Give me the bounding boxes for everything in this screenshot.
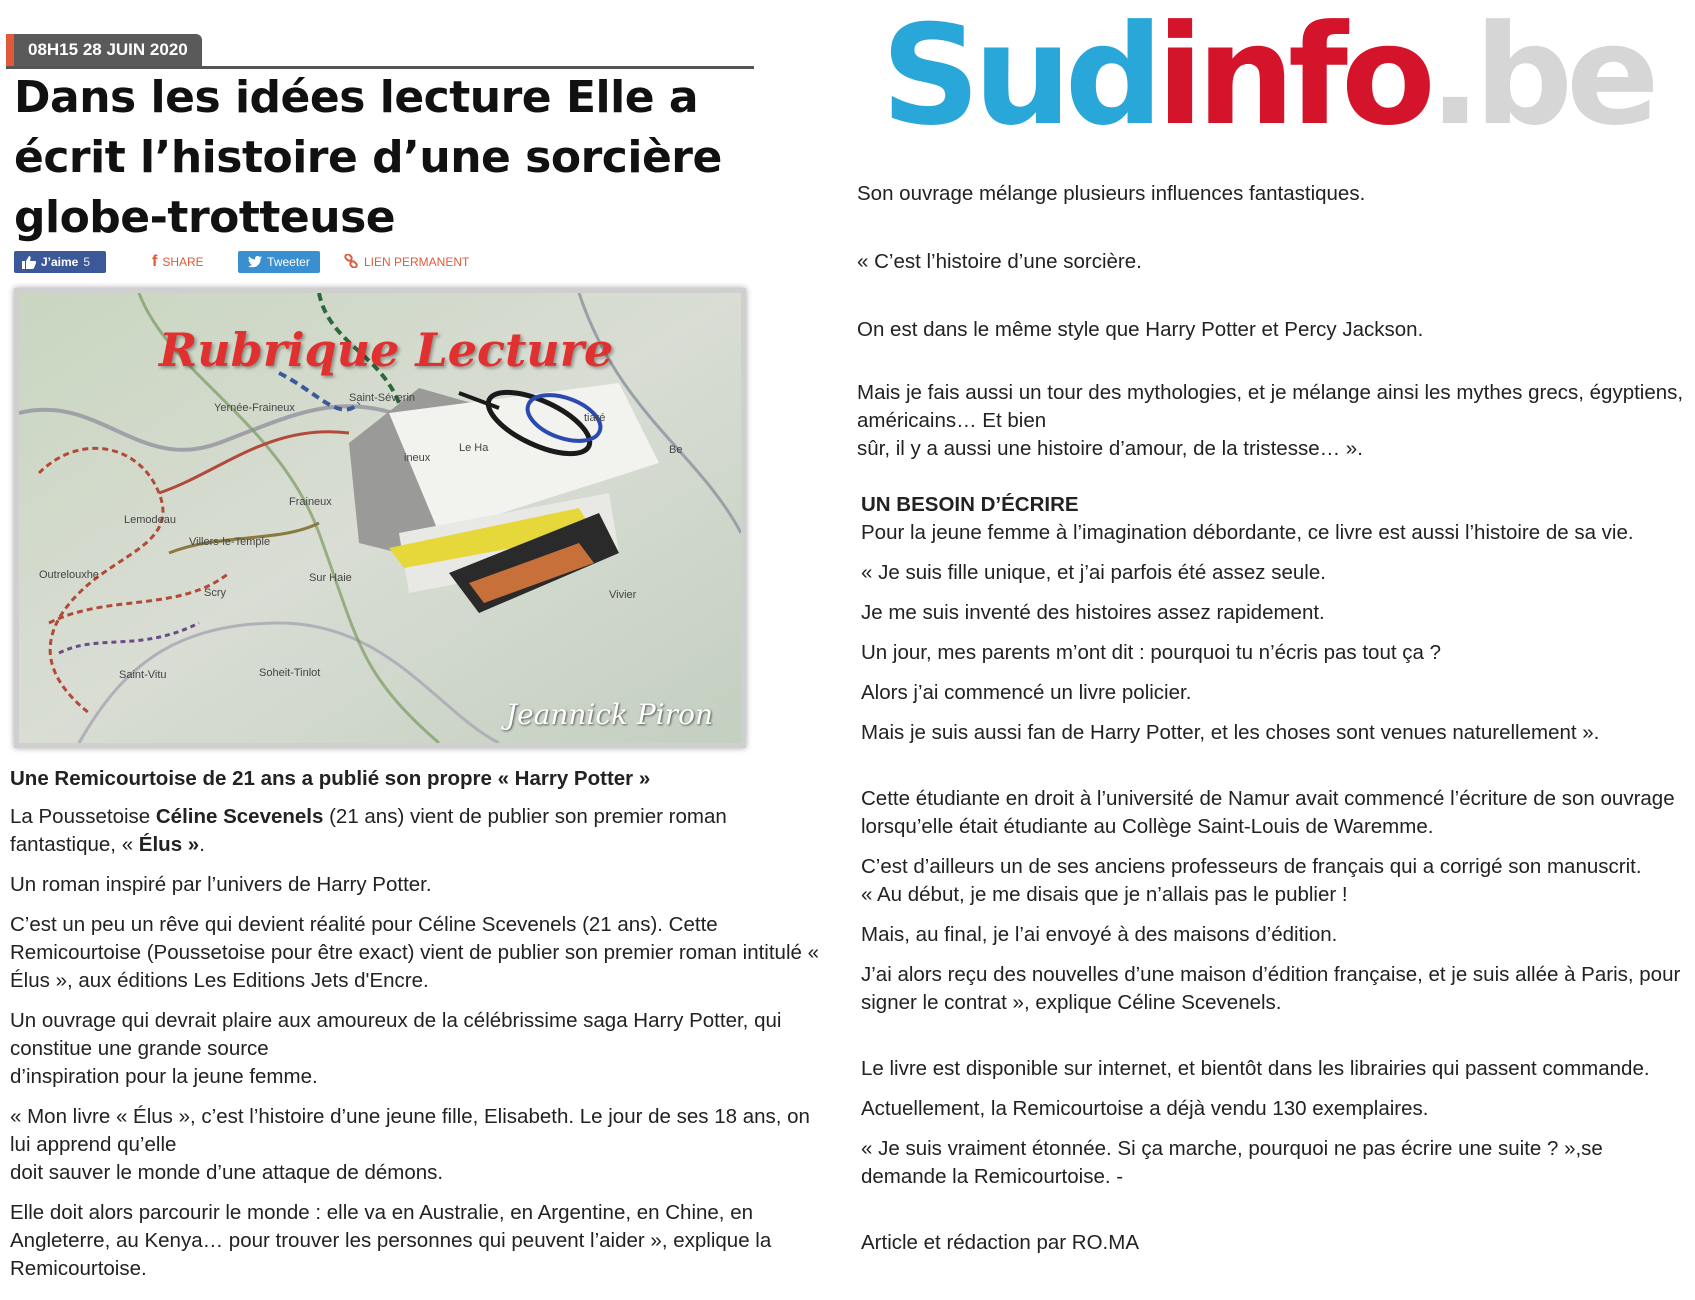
- article-credit: Article et rédaction par RO.MA: [861, 1231, 1139, 1254]
- photo-signature: Jeannick Piron: [505, 698, 713, 731]
- map-label: Villers-le-Temple: [189, 536, 271, 548]
- paragraph: J’ai alors reçu des nouvelles d’une maison d’édition française, et je suis allée à Paris, pour signer le contrat », explique Céline Scevenels.: [861, 963, 1681, 1014]
- map-label: Sur Haie: [309, 572, 352, 584]
- map-label: Vivier: [609, 589, 637, 601]
- book-title: Élus »: [138, 833, 200, 856]
- map-label: Le Ha: [459, 442, 489, 454]
- paragraph: « Je suis fille unique, et j’ai parfois été assez seule.: [861, 561, 1326, 584]
- text-span: (21 ans) vient de publier son premier roman fantastique, «: [10, 805, 727, 856]
- map-label: tiaré: [584, 412, 606, 424]
- text-line: « Au début, je me disais que je n’allais pas le publier !: [861, 883, 1348, 906]
- map-label: Scry: [204, 587, 226, 599]
- article-right-column: [845, 0, 1695, 1300]
- text-line: sûr, il y a aussi une histoire d’amour, de la tristesse… ».: [857, 437, 1363, 460]
- paragraph: Alors j’ai commencé un livre policier.: [861, 681, 1192, 704]
- permalink-button[interactable]: [344, 251, 469, 273]
- share-label: SHARE: [162, 255, 204, 269]
- paragraph: [861, 853, 1687, 909]
- text-line: C’est d’ailleurs un de ses anciens professeurs de français qui a corrigé son manuscrit.: [861, 855, 1642, 878]
- map-label: Lemodeau: [124, 514, 176, 526]
- map-label: Fraineux: [289, 496, 332, 508]
- article-body-left: [10, 765, 828, 1295]
- text-span: La Poussetoise: [10, 805, 156, 828]
- subheading: UN BESOIN D’ÉCRIRE: [861, 493, 1079, 516]
- paragraph: Je me suis inventé des histoires assez rapidement.: [861, 601, 1325, 624]
- share-button[interactable]: [152, 251, 204, 273]
- map-label: Saint-Vitu: [119, 669, 167, 681]
- paragraph: Le livre est disponible sur internet, et bientôt dans les librairies qui passent commande.: [861, 1057, 1650, 1080]
- paragraph: Son ouvrage mélange plusieurs influences fantastiques.: [857, 182, 1366, 205]
- logo-be: .be: [1428, 0, 1653, 156]
- paragraph: « Je suis vraiment étonnée. Si ça marche, pourquoi ne pas écrire une suite ? »,se demande la Remicourtoise. -: [861, 1137, 1603, 1188]
- date-badge: 08H15 28 JUIN 2020: [6, 34, 202, 66]
- map-label: Yernée-Fraineux: [214, 402, 295, 414]
- like-label: J’aime: [41, 255, 79, 269]
- paragraph: « C’est l’histoire d’une sorcière.: [857, 250, 1142, 273]
- sudinfo-logo: [881, 0, 1653, 156]
- paragraph: On est dans le même style que Harry Potter et Percy Jackson.: [857, 318, 1424, 341]
- paragraph: Mais je suis aussi fan de Harry Potter, et les choses sont venues naturellement ».: [861, 721, 1600, 744]
- paragraph: Actuellement, la Remicourtoise a déjà vendu 130 exemplaires.: [861, 1097, 1429, 1120]
- link-chain-icon: [344, 254, 358, 268]
- article-left-column: [0, 0, 830, 1300]
- paragraph: Pour la jeune femme à l’imagination débordante, ce livre est aussi l’histoire de sa vie.: [861, 521, 1634, 544]
- paragraph: C’est un peu un rêve qui devient réalité pour Céline Scevenels (21 ans). Cette Remicourtoise (Poussetoise pour être exact) vient de publier son premier roman intitulé « Élus », aux éditions Les Editions Jets d'Encre.: [10, 913, 819, 992]
- text-line: « Mon livre « Élus », c’est l’histoire d’une jeune fille, Elisabeth. Le jour de ses 18 ans, on lui apprend qu’elle: [10, 1105, 810, 1156]
- paragraph: Mais, au final, je l’ai envoyé à des maisons d’édition.: [861, 923, 1338, 946]
- text-line: d’inspiration pour la jeune femme.: [10, 1065, 318, 1088]
- tweet-button[interactable]: [238, 251, 320, 273]
- like-button[interactable]: [14, 251, 106, 273]
- map-label: Soheit-Tinlot: [259, 667, 321, 679]
- logo-info: info: [1156, 0, 1429, 156]
- map-label: ineux: [404, 452, 431, 464]
- article-photo: [14, 288, 746, 748]
- paragraph: Un roman inspiré par l’univers de Harry Potter.: [10, 873, 432, 896]
- like-count: 5: [83, 255, 91, 269]
- map-label: Saint-Séverin: [349, 392, 416, 404]
- facebook-icon: f: [152, 253, 158, 270]
- paragraph: Elle doit alors parcourir le monde : elle va en Australie, en Argentine, en Chine, en Angleterre, au Kenya… pour trouver les personnes qui peuvent l’aider », explique la Remicourtoise.: [10, 1201, 772, 1280]
- article-title: Dans les idées lecture Elle a écrit l’histoire d’une sorcière globe-trotteuse: [14, 72, 722, 243]
- paragraph: [10, 803, 828, 859]
- date-bar: [6, 34, 754, 69]
- text-span: .: [199, 833, 205, 856]
- paragraph: [10, 1103, 828, 1187]
- article-body-right: [857, 180, 1687, 1257]
- map-label: Be: [669, 444, 683, 456]
- social-bar: [14, 251, 714, 275]
- permalink-label: LIEN PERMANENT: [364, 255, 470, 269]
- twitter-bird-icon: [248, 256, 262, 268]
- paragraph: [10, 1007, 828, 1091]
- thumbs-up-icon: [22, 256, 36, 269]
- paragraph: Un jour, mes parents m’ont dit : pourquoi tu n’écris pas tout ça ?: [861, 641, 1441, 664]
- text-line: doit sauver le monde d’une attaque de démons.: [10, 1161, 444, 1184]
- logo-sud: Sud: [881, 0, 1157, 156]
- photo-heading: Rubrique Lecture: [159, 323, 614, 377]
- author-name: Céline Scevenels: [155, 805, 324, 828]
- paragraph: Cette étudiante en droit à l’université de Namur avait commencé l’écriture de son ouvrage lorsqu’elle était étudiante au Collège Saint-Louis de Waremme.: [861, 787, 1675, 838]
- map-label: Outrelouxhe: [39, 569, 99, 581]
- article-lead: Une Remicourtoise de 21 ans a publié son propre « Harry Potter »: [10, 767, 651, 790]
- paragraph: [857, 379, 1687, 463]
- text-line: Un ouvrage qui devrait plaire aux amoureux de la célébrissime saga Harry Potter, qui constitue une grande source: [10, 1009, 782, 1060]
- text-line: Mais je fais aussi un tour des mythologies, et je mélange ainsi les mythes grecs, égyptiens, américains… Et bien: [857, 381, 1684, 432]
- tweet-label: Tweeter: [267, 255, 310, 269]
